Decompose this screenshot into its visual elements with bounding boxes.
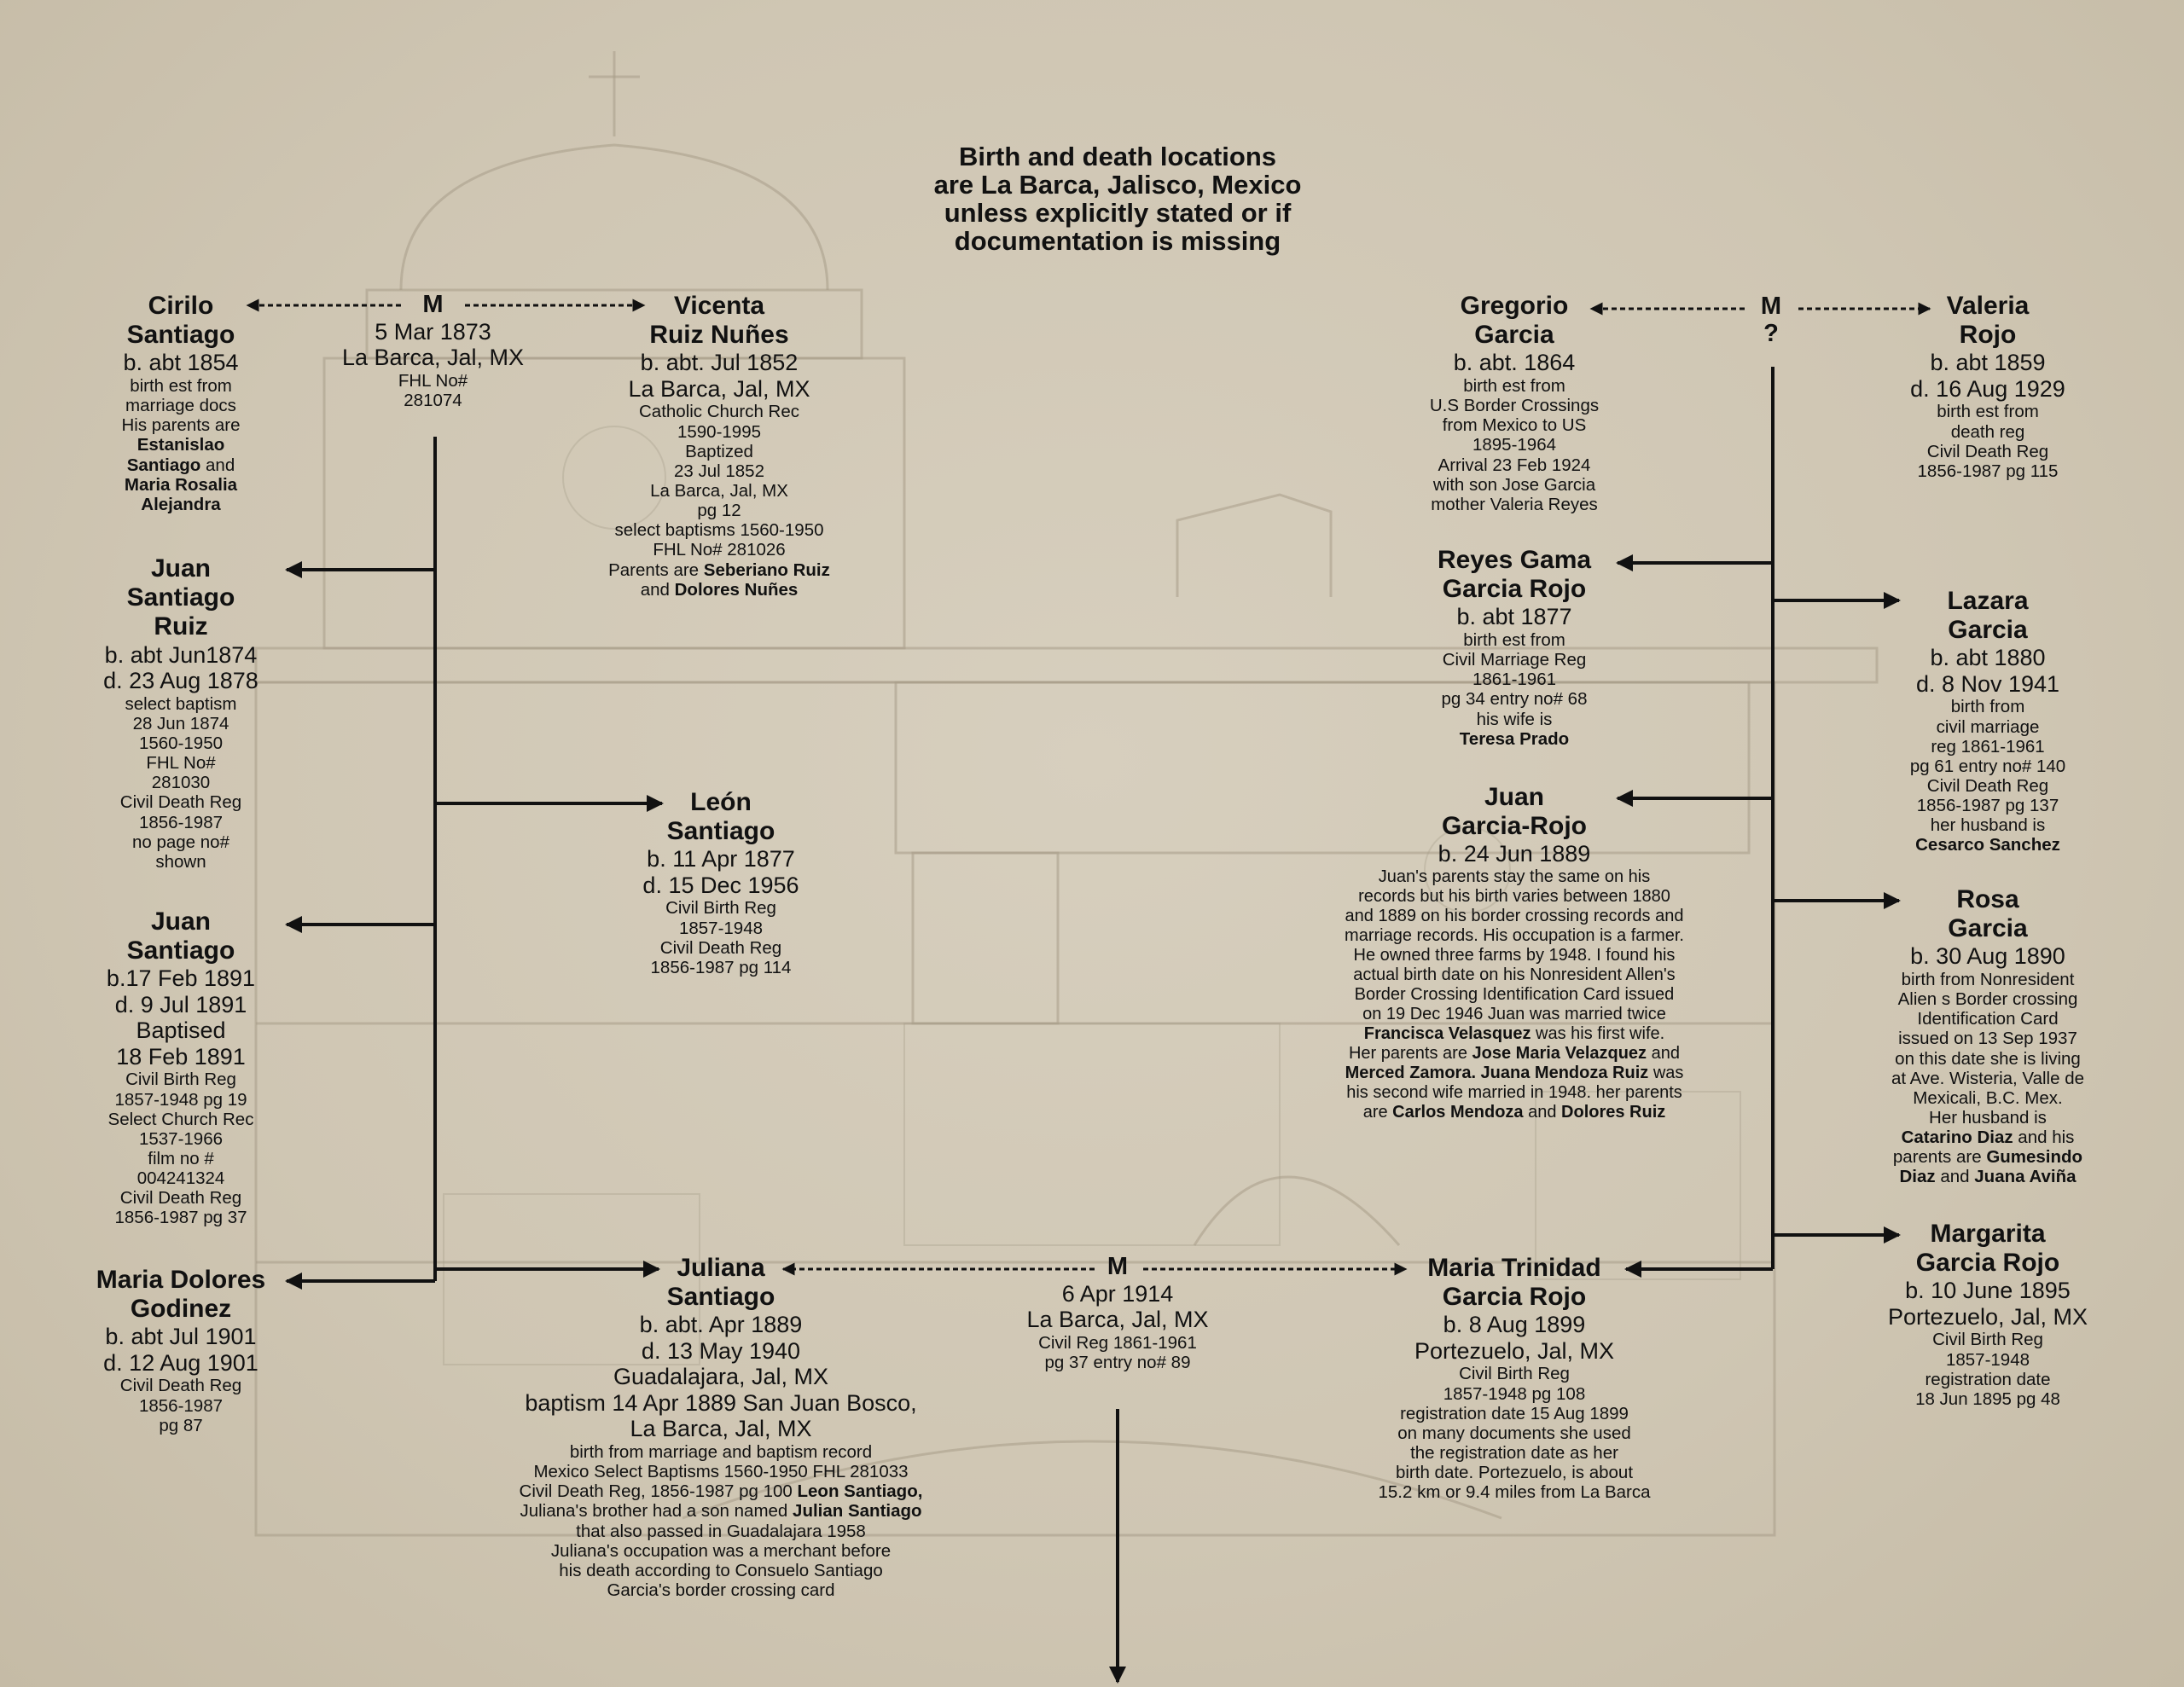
marriage-santiago-ruiz: M 5 Mar 1873 La Barca, Jal, MX FHL No# 281074 xyxy=(316,292,550,410)
person-reyes-gama-garcia-rojo: Reyes Gama Garcia Rojo b. abt 1877 birth est from Civil Marriage Reg 1861-1961 pg 34 entry no# 68 his wife is Teresa Prado xyxy=(1437,546,1592,749)
person-lazara-garcia: Lazara Garcia b. abt 1880 d. 8 Nov 1941 birth from civil marriage reg 1861-1961 pg 61 entry no# 140 Civil Death Reg 1856-1987 pg 137 her husband is Cesarco Sanchez xyxy=(1909,587,2066,855)
marriage-garcia-rojo xyxy=(1749,293,1793,348)
marriage-marker: M xyxy=(1760,293,1782,320)
person-leon-santiago: León Santiago b. 11 Apr 1877 d. 15 Dec 1956 Civil Birth Reg 1857-1948 Civil Death Reg 1856-1987 pg 114 xyxy=(642,788,799,977)
person-gregorio-garcia: Gregorio Garcia b. abt. 1864 birth est from U.S Border Crossings from Mexico to US 1895-1964 Arrival 23 Feb 1924 with son Jose Garcia mother Valeria Reyes xyxy=(1429,292,1600,514)
unknown-date: ? xyxy=(1763,319,1779,347)
person-maria-trinidad-garcia-rojo: Maria Trinidad Garcia Rojo b. 8 Aug 1899 Portezuelo, Jal, MX Civil Birth Reg 1857-1948 pg 108 registration date 15 Aug 1899 on many documents she used the registration date as her birth date. Portezuelo, is about 15.2 km or 9.4 miles from La Barca xyxy=(1378,1254,1651,1503)
person-cirilo-santiago: Cirilo Santiago b. abt 1854 birth est from marriage docs His parents are Estanislao Santiago and Maria Rosalia Alejandra xyxy=(121,292,241,514)
person-juliana-santiago: Juliana Santiago b. abt. Apr 1889 d. 13 May 1940 Guadalajara, Jal, MX baptism 14 Apr 1889 San Juan Bosco, La Barca, Jal, MX birth from marriage and baptism record Mexico Select Baptisms 1560-1950 FHL 281033 Civil Death Reg, 1856-1987 pg 100 Leon Santiago, Juliana's brother had a son named Julian Santiago that also passed in Guadalajara 1958 Juliana's occupation was a merchant before his death according to Consuelo Santiago Garcia's border crossing card xyxy=(519,1254,923,1600)
person-juan-santiago-ruiz: Juan Santiago Ruiz b. abt Jun1874 d. 23 Aug 1878 select baptism 28 Jun 1874 1560-1950 FHL No# 281030 Civil Death Reg 1856-1987 no page no# shown xyxy=(103,554,258,872)
person-juan-garcia-rojo: Juan Garcia-Rojo b. 24 Jun 1889 Juan's parents stay the same on his records but his birth varies between 1880 and 1889 on his border crossing records and marriage records. His occupation is a farmer. He owned three farms by 1948. I found his actual birth date on his Nonresident Allen's Border Crossing Identification Card issued on 19 Dec 1946 Juan was married twice Francisca Velasquez was his first wife. Her parents are Jose Maria Velazquez and Merced Zamora. Juana Mendoza Ruiz was his second wife married in 1948. her parents are Carlos Mendoza and Dolores Ruiz xyxy=(1345,783,1684,1122)
person-margarita-garcia-rojo: Margarita Garcia Rojo b. 10 June 1895 Portezuelo, Jal, MX Civil Birth Reg 1857-1948 registration date 18 Jun 1895 pg 48 xyxy=(1887,1220,2088,1409)
marriage-marker: M xyxy=(1107,1253,1129,1280)
marriage-santiago-garcia: M 6 Apr 1914 La Barca, Jal, MX Civil Reg 1861-1961 pg 37 entry no# 89 xyxy=(998,1254,1237,1372)
location-note: Birth and death locations are La Barca, Jalisco, Mexico unless explicitly stated or if documentation is missing xyxy=(933,142,1302,256)
person-vicenta-ruiz: Vicenta Ruiz Nuñes b. abt. Jul 1852 La Barca, Jal, MX Catholic Church Rec 1590-1995 Baptized 23 Jul 1852 La Barca, Jal, MX pg 12 select baptisms 1560-1950 FHL No# 281026 Parents are Seberiano Ruiz and Dolores Nuñes xyxy=(608,292,830,600)
person-rosa-garcia: Rosa Garcia b. 30 Aug 1890 birth from Nonresident Alien s Border crossing Identification Card issued on 13 Sep 1937 on this date she is living at Ave. Wisteria, Valle de Mexicali, B.C. Mex. Her husband is Catarino Diaz and his parents are Gumesindo Diaz and Juana Aviña xyxy=(1891,885,2084,1187)
person-maria-dolores-godinez: Maria Dolores Godinez b. abt Jul 1901 d. 12 Aug 1901 Civil Death Reg 1856-1987 pg 87 xyxy=(96,1266,266,1435)
marriage-marker: M xyxy=(422,291,444,318)
person-valeria-rojo: Valeria Rojo b. abt 1859 d. 16 Aug 1929 birth est from death reg Civil Death Reg 1856-1987 pg 115 xyxy=(1910,292,2065,481)
person-juan-santiago-1891: Juan Santiago b.17 Feb 1891 d. 9 Jul 1891 Baptised 18 Feb 1891 Civil Birth Reg 1857-1948 pg 19 Select Church Rec 1537-1966 film no # 004241324 Civil Death Reg 1856-1987 pg 37 xyxy=(106,907,256,1228)
